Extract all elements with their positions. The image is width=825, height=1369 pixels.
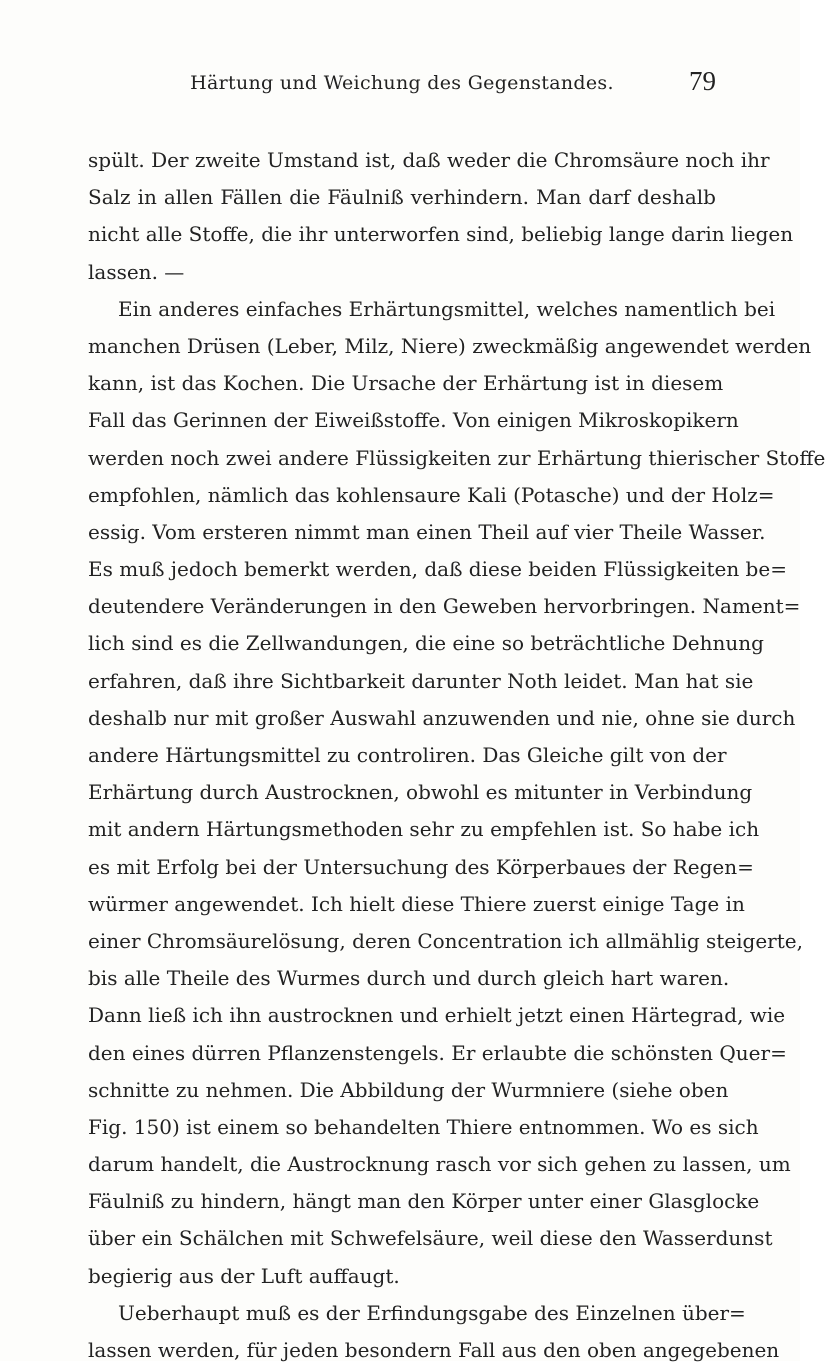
text-line: Dann ließ ich ihn austrocknen und erhielt jetzt einen Härtegrad, wie <box>88 1003 786 1028</box>
text-line: bis alle Theile des Wurmes durch und durch gleich hart waren. <box>88 966 730 991</box>
text-line: begierig aus der Luft auffaugt. <box>88 1263 400 1288</box>
text-line: Ein anderes einfaches Erhärtungsmittel, welches namentlich bei <box>118 296 776 321</box>
text-line: Fall das Gerinnen der Eiweißstoffe. Von einigen Mikroskopikern <box>88 408 739 433</box>
body-text <box>88 142 825 1369</box>
running-title: Härtung und Weichung des Gegenstandes. <box>190 72 614 94</box>
text-line: essig. Vom ersteren nimmt man einen Theil auf vier Theile Wasser. <box>88 519 766 544</box>
text-line: mit andern Härtungsmethoden sehr zu empfehlen ist. So habe ich <box>88 817 760 842</box>
text-line: lassen werden, für jeden besondern Fall aus den oben angegebenen <box>88 1338 780 1362</box>
text-line: deshalb nur mit großer Auswahl anzuwenden und nie, ohne sie durch <box>88 705 796 730</box>
text-line: würmer angewendet. Ich hielt diese Thiere zuerst einige Tage in <box>88 891 745 916</box>
page-number: 79 <box>689 66 716 96</box>
text-line: lich sind es die Zellwandungen, die eine so beträchtliche Dehnung <box>88 631 764 656</box>
text-line: andere Härtungsmittel zu controliren. Das Gleiche gilt von der <box>88 743 727 767</box>
text-line: Es muß jedoch bemerkt werden, daß diese beiden Flüssigkeiten be= <box>88 557 787 582</box>
text-line: über ein Schälchen mit Schwefelsäure, weil diese den Wasserdunst <box>88 1226 773 1251</box>
text-line: werden noch zwei andere Flüssigkeiten zur Erhärtung thierischer Stoffe <box>88 445 825 470</box>
text-line: Ueberhaupt muß es der Erfindungsgabe des Einzelnen über= <box>118 1300 746 1325</box>
text-line: lassen. — <box>88 259 185 284</box>
text-line: empfohlen, nämlich das kohlensaure Kali (Potasche) und der Holz= <box>88 482 775 507</box>
text-line: einer Chromsäurelösung, deren Concentration ich allmählig steigerte, <box>88 928 803 953</box>
text-line: kann, ist das Kochen. Die Ursache der Erhärtung ist in diesem <box>88 371 724 396</box>
text-line: Fäulniß zu hindern, hängt man den Körper unter einer Glasglocke <box>88 1189 760 1214</box>
text-line: Erhärtung durch Austrocknen, obwohl es mitunter in Verbindung <box>88 780 753 805</box>
text-line: Salz in allen Fällen die Fäulniß verhindern. Man darf deshalb <box>88 185 716 210</box>
running-header <box>88 66 716 100</box>
text-line: den eines dürren Pflanzenstengels. Er erlaubte die schönsten Quer= <box>88 1040 787 1065</box>
text-line: schnitte zu nehmen. Die Abbildung der Wurmniere (siehe oben <box>88 1077 729 1102</box>
text-line: nicht alle Stoffe, die ihr unterworfen sind, beliebig lange darin liegen <box>88 222 794 247</box>
text-line: spült. Der zweite Umstand ist, daß weder die Chromsäure noch ihr <box>88 148 770 172</box>
text-line: manchen Drüsen (Leber, Milz, Niere) zweckmäßig angewendet werden <box>88 333 812 358</box>
text-line: Fig. 150) ist einem so behandelten Thiere entnommen. Wo es sich <box>88 1114 759 1139</box>
text-line: darum handelt, die Austrocknung rasch vor sich gehen zu lassen, um <box>88 1152 791 1177</box>
text-line: deutendere Veränderungen in den Geweben hervorbringen. Nament= <box>88 594 801 619</box>
text-line: es mit Erfolg bei der Untersuchung des Körperbaues der Regen= <box>88 854 754 879</box>
text-line: erfahren, daß ihre Sichtbarkeit darunter Noth leidet. Man hat sie <box>88 668 754 693</box>
